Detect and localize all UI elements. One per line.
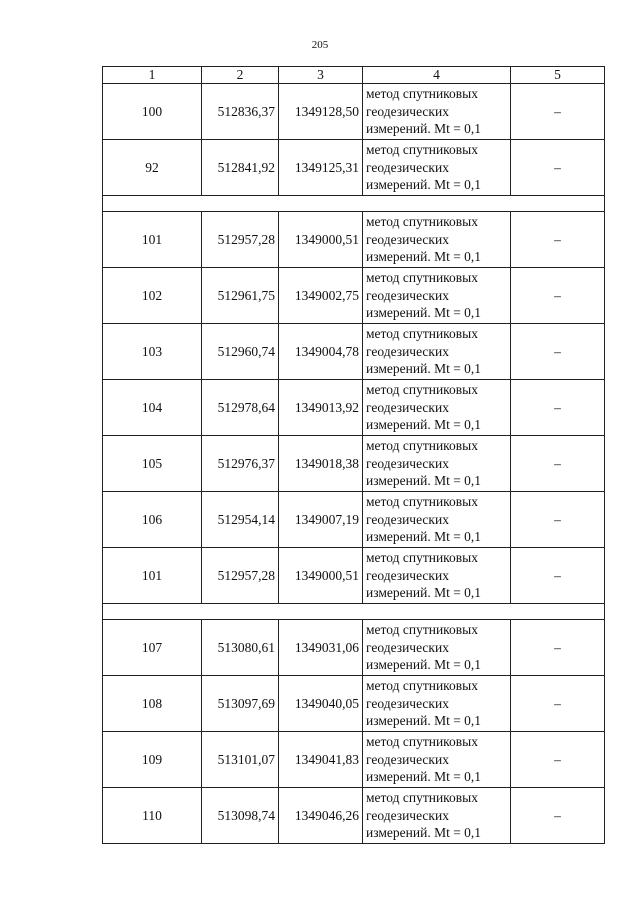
method-line: метод спутниковых — [366, 142, 478, 158]
x-coordinate-cell: 512957,28 — [202, 548, 279, 604]
method-line: метод спутниковых — [366, 86, 478, 102]
point-number-cell: 102 — [103, 268, 202, 324]
x-coordinate-cell: 512961,75 — [202, 268, 279, 324]
method-line: метод спутниковых — [366, 678, 478, 694]
method-line: измерений. Mt = 0,1 — [366, 769, 482, 785]
x-coordinate-cell: 512954,14 — [202, 492, 279, 548]
method-line: измерений. Mt = 0,1 — [366, 417, 482, 433]
y-coordinate-cell: 1349007,19 — [279, 492, 363, 548]
method-cell — [363, 492, 511, 548]
method-line: геодезических — [366, 231, 449, 247]
method-cell — [363, 140, 511, 196]
method-line: метод спутниковых — [366, 438, 478, 454]
method-line: геодезических — [366, 511, 449, 527]
note-cell: – — [511, 492, 605, 548]
note-cell: – — [511, 140, 605, 196]
table-row — [103, 788, 605, 844]
note-cell: – — [511, 620, 605, 676]
method-cell — [363, 436, 511, 492]
method-cell — [363, 620, 511, 676]
method-line: геодезических — [366, 807, 449, 823]
y-coordinate-cell: 1349004,78 — [279, 324, 363, 380]
header-col-5: 5 — [511, 67, 605, 84]
header-col-4: 4 — [363, 67, 511, 84]
header-col-2: 2 — [202, 67, 279, 84]
x-coordinate-cell: 512960,74 — [202, 324, 279, 380]
note-cell: – — [511, 676, 605, 732]
point-number-cell: 100 — [103, 84, 202, 140]
page-number: 205 — [311, 39, 329, 51]
point-number-cell: 108 — [103, 676, 202, 732]
y-coordinate-cell: 1349031,06 — [279, 620, 363, 676]
point-number-cell: 104 — [103, 380, 202, 436]
x-coordinate-cell: 513097,69 — [202, 676, 279, 732]
method-cell — [363, 84, 511, 140]
point-number-cell: 92 — [103, 140, 202, 196]
note-cell: – — [511, 380, 605, 436]
method-line: метод спутниковых — [366, 494, 478, 510]
method-line: измерений. Mt = 0,1 — [366, 121, 482, 137]
method-line: измерений. Mt = 0,1 — [366, 585, 482, 601]
note-cell: – — [511, 732, 605, 788]
x-coordinate-cell: 512957,28 — [202, 212, 279, 268]
x-coordinate-cell: 512836,37 — [202, 84, 279, 140]
method-line: геодезических — [366, 751, 449, 767]
x-coordinate-cell: 512841,92 — [202, 140, 279, 196]
note-cell: – — [511, 212, 605, 268]
method-line: геодезических — [366, 455, 449, 471]
y-coordinate-cell: 1349002,75 — [279, 268, 363, 324]
method-line: метод спутниковых — [366, 550, 478, 566]
method-line: метод спутниковых — [366, 214, 478, 230]
y-coordinate-cell: 1349018,38 — [279, 436, 363, 492]
group-separator-row — [103, 196, 605, 212]
method-cell — [363, 268, 511, 324]
y-coordinate-cell: 1349013,92 — [279, 380, 363, 436]
y-coordinate-cell: 1349000,51 — [279, 548, 363, 604]
method-line: метод спутниковых — [366, 382, 478, 398]
note-cell: – — [511, 84, 605, 140]
group-separator-cell — [103, 604, 605, 620]
header-col-1: 1 — [103, 67, 202, 84]
method-line: геодезических — [366, 343, 449, 359]
x-coordinate-cell: 512976,37 — [202, 436, 279, 492]
y-coordinate-cell: 1349125,31 — [279, 140, 363, 196]
y-coordinate-cell: 1349041,83 — [279, 732, 363, 788]
table-row — [103, 268, 605, 324]
table-row — [103, 436, 605, 492]
point-number-cell: 106 — [103, 492, 202, 548]
table-header-row — [103, 67, 605, 84]
method-line: метод спутниковых — [366, 734, 478, 750]
table-row — [103, 492, 605, 548]
table-row — [103, 548, 605, 604]
method-line: измерений. Mt = 0,1 — [366, 825, 482, 841]
method-cell — [363, 732, 511, 788]
method-line: метод спутниковых — [366, 270, 478, 286]
method-line: метод спутниковых — [366, 622, 478, 638]
note-cell: – — [511, 268, 605, 324]
method-line: геодезических — [366, 639, 449, 655]
method-line: измерений. Mt = 0,1 — [366, 361, 482, 377]
group-separator-row — [103, 604, 605, 620]
method-cell — [363, 380, 511, 436]
y-coordinate-cell: 1349040,05 — [279, 676, 363, 732]
point-number-cell: 105 — [103, 436, 202, 492]
method-cell — [363, 212, 511, 268]
table-row — [103, 140, 605, 196]
note-cell: – — [511, 548, 605, 604]
method-cell — [363, 548, 511, 604]
method-line: измерений. Mt = 0,1 — [366, 249, 482, 265]
method-cell — [363, 324, 511, 380]
table-body — [103, 84, 605, 844]
method-line: геодезических — [366, 567, 449, 583]
table-row — [103, 380, 605, 436]
point-number-cell: 103 — [103, 324, 202, 380]
point-number-cell: 107 — [103, 620, 202, 676]
table-row — [103, 676, 605, 732]
note-cell: – — [511, 324, 605, 380]
method-cell — [363, 788, 511, 844]
table-row — [103, 324, 605, 380]
method-line: геодезических — [366, 103, 449, 119]
x-coordinate-cell: 512978,64 — [202, 380, 279, 436]
note-cell: – — [511, 436, 605, 492]
table-row — [103, 84, 605, 140]
y-coordinate-cell: 1349000,51 — [279, 212, 363, 268]
x-coordinate-cell: 513098,74 — [202, 788, 279, 844]
method-line: геодезических — [366, 159, 449, 175]
group-separator-cell — [103, 196, 605, 212]
method-cell — [363, 676, 511, 732]
method-line: геодезических — [366, 695, 449, 711]
point-number-cell: 101 — [103, 212, 202, 268]
method-line: измерений. Mt = 0,1 — [366, 657, 482, 673]
y-coordinate-cell: 1349046,26 — [279, 788, 363, 844]
y-coordinate-cell: 1349128,50 — [279, 84, 363, 140]
method-line: измерений. Mt = 0,1 — [366, 473, 482, 489]
method-line: геодезических — [366, 287, 449, 303]
method-line: геодезических — [366, 399, 449, 415]
coordinates-table — [102, 66, 605, 844]
table-row — [103, 620, 605, 676]
header-col-3: 3 — [279, 67, 363, 84]
table-row — [103, 732, 605, 788]
method-line: измерений. Mt = 0,1 — [366, 177, 482, 193]
table-row — [103, 212, 605, 268]
method-line: метод спутниковых — [366, 326, 478, 342]
method-line: метод спутниковых — [366, 790, 478, 806]
point-number-cell: 110 — [103, 788, 202, 844]
method-line: измерений. Mt = 0,1 — [366, 713, 482, 729]
point-number-cell: 109 — [103, 732, 202, 788]
point-number-cell: 101 — [103, 548, 202, 604]
x-coordinate-cell: 513101,07 — [202, 732, 279, 788]
method-line: измерений. Mt = 0,1 — [366, 529, 482, 545]
method-line: измерений. Mt = 0,1 — [366, 305, 482, 321]
note-cell: – — [511, 788, 605, 844]
x-coordinate-cell: 513080,61 — [202, 620, 279, 676]
